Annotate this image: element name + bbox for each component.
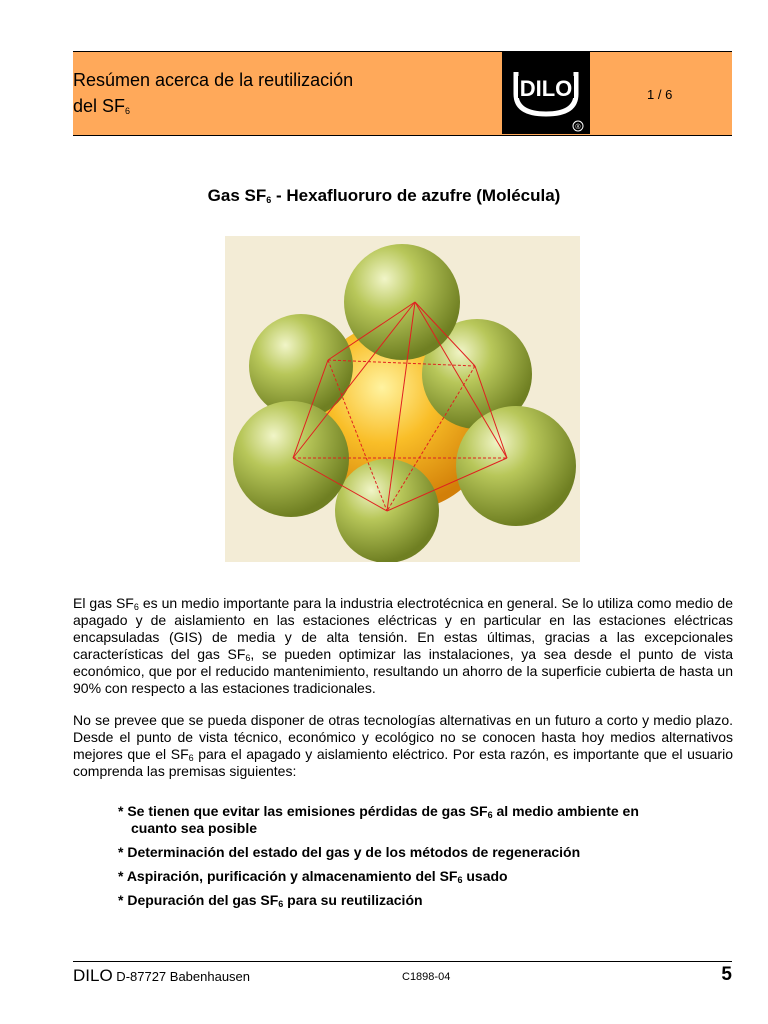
- bullet2-text: * Determinación del estado del gas y de los métodos de regeneración: [118, 844, 581, 860]
- molecule-illustration: [225, 236, 580, 562]
- para1-text-1: El gas SF: [73, 595, 134, 611]
- document-title-pre: Gas SF: [207, 186, 267, 205]
- para2-text-1: No se prevee que se pueda disponer de otras tecnologías alternativas en un futuro a corto y medio plazo. Desde el punto de vista técnico, económico y ecológico no se conocen hasta hoy medios alternativos mejores que el SF: [73, 712, 733, 762]
- paragraph-alternatives: [73, 712, 733, 780]
- footer-document-code: C1898-04: [402, 971, 451, 983]
- para1-text-2: es un medio importante para la industria electrotécnica en general. Se lo utiliza como medio de apagado y de aislamiento en las estaciones eléctricas y en particular en las estaciones eléctricas encapsuladas (GIS) de media y de alta tensión. En estas últimas, gracias a las excepcionales características del gas SF: [73, 595, 733, 662]
- document-title-post: - Hexafluoruro de azufre (Molécula): [271, 186, 561, 205]
- fluorine-atom-top: [344, 244, 460, 360]
- para2-text-2: para el apagado y aislamiento eléctrico. Por esta razón, es importante que el usuario comprenda las premisas siguientes:: [73, 746, 733, 779]
- list-item: [118, 844, 718, 861]
- bullet3-text-post: usado: [462, 868, 508, 884]
- bullet3-text-pre: * Aspiración, purificación y almacenamiento del SF: [118, 868, 458, 884]
- fluorine-atom-left-front: [233, 401, 349, 517]
- header-title-subscript: 6: [125, 106, 131, 116]
- para1-text-3: , se pueden optimizar las instalaciones, ya sea desde el punto de vista económico, que por el reducido mantenimiento, resultando un ahorro de la superficie cubierta de hasta un 90% con respecto a las estaciones tradicionales.: [73, 646, 733, 696]
- header-title-line1: Resúmen acerca de la reutilización: [73, 70, 354, 90]
- sf6-molecule-image: [225, 236, 580, 562]
- footer-company-name: DILO: [73, 966, 113, 985]
- footer-address: D-87727 Babenhausen: [112, 969, 251, 984]
- header-title: [73, 67, 353, 119]
- bullet1-subscript: 6: [487, 810, 493, 820]
- paragraph-intro: [73, 595, 733, 697]
- document-title: [0, 186, 768, 206]
- dilo-logo-icon: [502, 52, 590, 134]
- bullet1-text-line2: cuanto sea posible: [131, 820, 258, 836]
- bullet1-text-pre: * Se tienen que evitar las emisiones pérdidas de gas SF: [118, 803, 488, 819]
- bullet4-subscript: 6: [278, 899, 284, 909]
- bullet4-text-pre: * Depuración del gas SF: [118, 892, 279, 908]
- list-item: [118, 868, 718, 885]
- para2-subscript-1: 6: [188, 753, 194, 763]
- footer-company: [73, 966, 250, 986]
- bullet4-text-post: para su reutilización: [283, 892, 423, 908]
- dilo-logo: [502, 52, 590, 134]
- list-item: [118, 803, 718, 837]
- fluorine-atom-right-front: [456, 406, 576, 526]
- document-footer: [73, 961, 732, 992]
- header-title-line2: del SF: [73, 96, 126, 116]
- footer-page-number: 5: [721, 964, 732, 985]
- bullet3-subscript: 6: [457, 875, 463, 885]
- page-count: 1 / 6: [647, 87, 673, 102]
- list-item: [118, 892, 718, 909]
- logo-text: DILO: [519, 76, 573, 101]
- document-header: [73, 51, 732, 136]
- bullet1-text-post: al medio ambiente en: [492, 803, 639, 819]
- document-title-subscript: 6: [266, 195, 272, 205]
- para1-subscript-2: 6: [245, 653, 251, 663]
- premises-list: [118, 803, 718, 916]
- logo-registered-mark: ®: [575, 124, 581, 131]
- para1-subscript-1: 6: [133, 602, 139, 612]
